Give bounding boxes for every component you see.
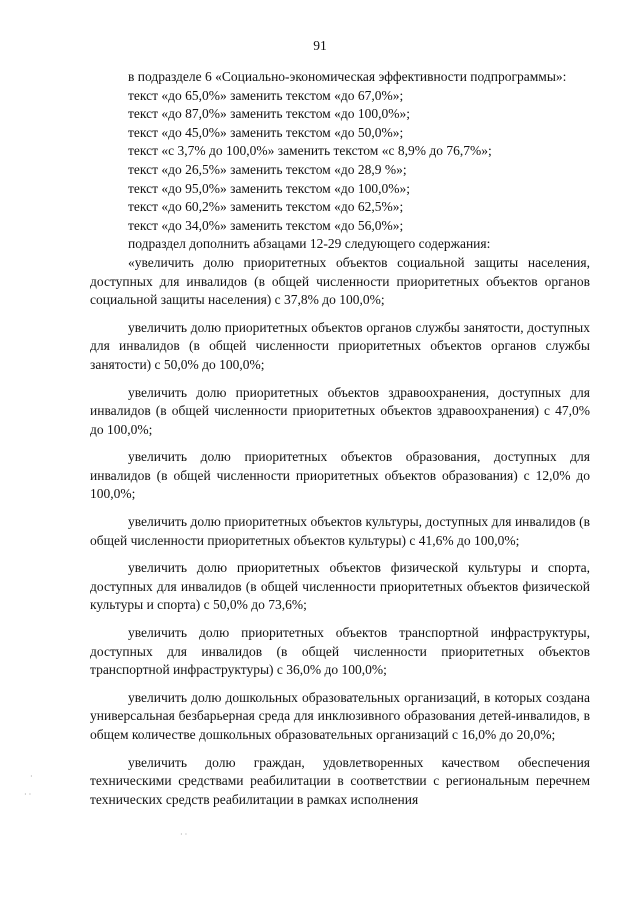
replacement-line: текст «до 87,0%» заменить текстом «до 100,0%»; — [128, 106, 410, 122]
paragraph-rehabilitation: увеличить долю граждан, удовлетворенных качеством обеспечения техническими средствами реабилитации в соответствии с региональным перечнем технических средств реабилитации в рамках исполнения — [90, 754, 590, 807]
paragraph-sport: увеличить долю приоритетных объектов физической культуры и спорта, доступных для инвалидов (в общей численности приоритетных объектов физической культуры и спорта) с 50,0% до 73,6%; — [90, 560, 590, 613]
replacement-line: текст «до 45,0%» заменить текстом «до 50,0%»; — [128, 124, 404, 140]
paragraph-transport: увеличить долю приоритетных объектов транспортной инфраструктуры, доступных для инвалидов (в общей численности приоритетных объектов транспортной инфраструктуры) с 36,0% до 100,0%; — [90, 625, 590, 678]
scan-speck: · — [30, 772, 33, 781]
replacement-line: текст «до 95,0%» заменить текстом «до 100,0%»; — [128, 180, 410, 196]
replacement-line: текст «до 65,0%» заменить текстом «до 67,0%»; — [128, 87, 404, 103]
replacement-line: текст «с 3,7% до 100,0%» заменить текстом «с 8,9% до 76,7%»; — [128, 143, 492, 159]
page-number: 91 — [313, 38, 327, 53]
paragraph-social-protection: «увеличить долю приоритетных объектов социальной защиты населения, доступных для инвалидов (в общей численности приоритетных объектов органов социальной защиты населения) с 37,8% до 100,0%; — [90, 254, 590, 308]
paragraph-employment: увеличить долю приоритетных объектов органов службы занятости, доступных для инвалидов (в общей численности приоритетных объектов органов службы занятости) с 50,0% до 100,0%; — [90, 319, 590, 372]
replacement-line: текст «до 60,2%» заменить текстом «до 62,5%»; — [128, 199, 404, 215]
replacement-line: текст «до 26,5%» заменить текстом «до 28,9 %»; — [128, 161, 407, 177]
scan-speck: · · — [24, 790, 32, 799]
paragraph-addition-intro: подраздел дополнить абзацами 12-29 следующего содержания: — [128, 236, 491, 252]
document-body — [90, 68, 590, 809]
paragraph-preschool: увеличить долю дошкольных образовательных организаций, в которых создана универсальная безбарьерная среда для инклюзивного образования детей-инвалидов, в общем количестве дошкольных образовательных организаций с 16,0% до 20,0%; — [90, 689, 590, 742]
paragraph-healthcare: увеличить долю приоритетных объектов здравоохранения, доступных для инвалидов (в общей численности приоритетных объектов здравоохранения) с 47,0% до 100,0%; — [90, 384, 590, 437]
paragraph-intro: в подразделе 6 «Социально-экономическая эффективности подпрограммы»: — [128, 69, 567, 84]
paragraph-education: увеличить долю приоритетных объектов образования, доступных для инвалидов (в общей численности приоритетных объектов образования) с 12,0% до 100,0%; — [90, 449, 590, 502]
replacement-line: текст «до 34,0%» заменить текстом «до 56,0%»; — [128, 217, 404, 233]
paragraph-culture: увеличить долю приоритетных объектов культуры, доступных для инвалидов (в общей численности приоритетных объектов культуры) с 41,6% до 100,0%; — [90, 514, 590, 548]
scan-speck: · · — [180, 830, 188, 839]
